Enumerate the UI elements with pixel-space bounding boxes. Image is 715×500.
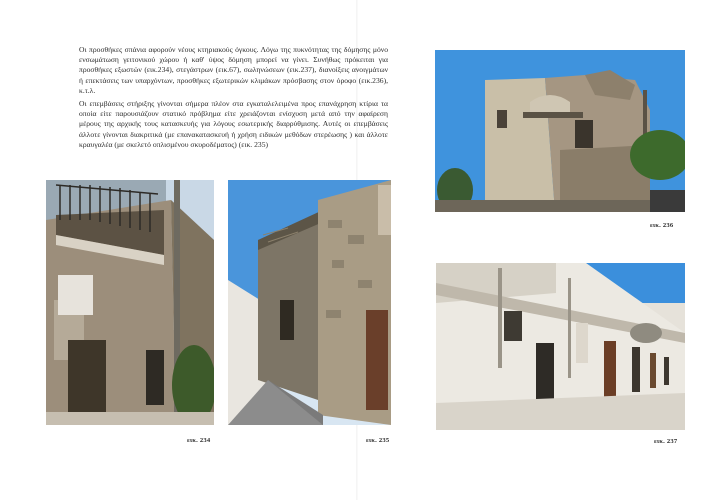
photo-234-balcony-house (46, 180, 214, 425)
photo-236-ruined-house (435, 50, 685, 212)
caption-237: εικ. 237 (654, 438, 678, 445)
caption-235: εικ. 235 (366, 437, 390, 444)
paragraph-support-interventions: Οι επεμβάσεις στήριξης γίνονται σήμερα πλέον στα εγκαταλελειμένα προς επανάχρηση κτίρια τα οποία είτε παρουσιάζουν στατικό πρόβλημα είτε χρειάζονται ενίσχυση μετά από την αφαίρεση μέρους της αρχικής τους κατασκευής για λόγους εσωτερικής διαρρύθμισης. Αυτές οι επεμβάσεις άλλοτε γίνονται διακριτικά (με επανακατασκευή ή χρήση ειδικών μεθόδων στερέωσης ) και άλλοτε κραυγαλέα (με σκελετό οπλισμένου σκυροδέματος) (εικ. 235) (79, 99, 388, 149)
caption-236: εικ. 236 (650, 222, 674, 229)
caption-234: εικ. 234 (187, 437, 211, 444)
photo-235-narrow-street (228, 180, 391, 425)
paragraph-additions: Οι προσθήκες σπάνια αφορούν νέους κτηριακούς όγκους. Λόγω της πυκνότητας της δόμησης μόνο ενσωμάτωση γειτονικού χώρου ή καθ' ύψος δόμηση μπορεί να γίνει. Συνήθως πρόκειται για προσθήκες εξωστών (εικ.234), στεγάστρων (εικ.67), σωληνώσεων (εικ.237), διανοίξεις ανοιγμάτων ή επεκτάσεις των υπαρχόντων, προσθήκες εξωτερικών κλιμάκων πρόσβασης στον όροφο (εικ.236), κ.τ.λ. (79, 45, 388, 95)
photo-237-whitewashed-row (436, 263, 685, 430)
